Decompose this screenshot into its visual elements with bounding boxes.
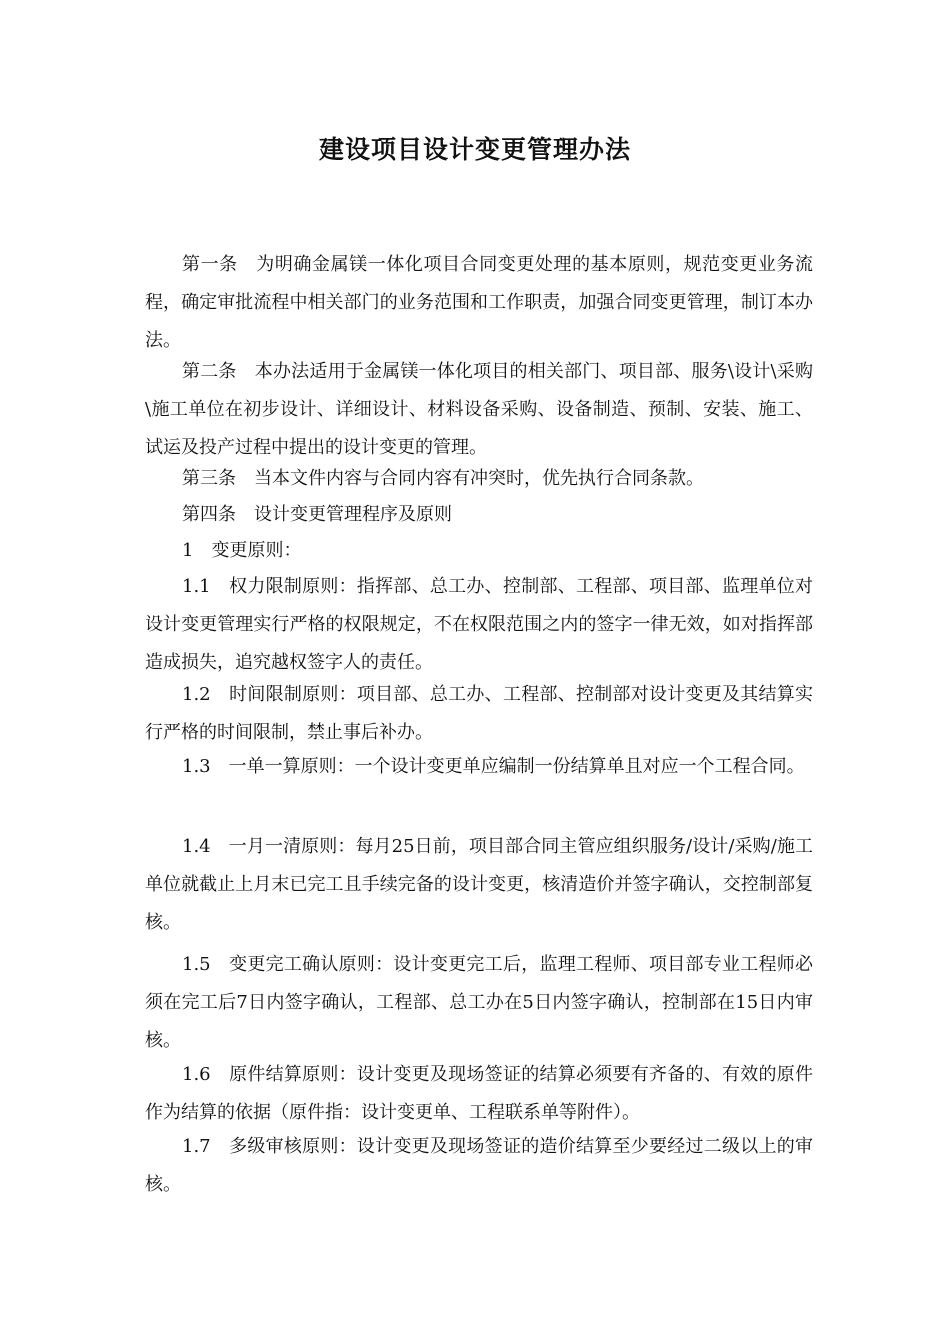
clause-1-3: 1.3 一单一算原则：一个设计变更单应编制一份结算单且对应一个工程合同。 (182, 756, 805, 777)
article-2: 第二条 本办法适用于金属镁一体化项目的相关部门、项目部、服务\设计\采购\施工单位在初步设计、详细设计、材料设备采购、设备制造、预制、安装、施工、试运及投产过程中提出的设计变更的管理。 (145, 361, 813, 458)
article-4: 第四条 设计变更管理程序及原则 (182, 504, 452, 525)
clause-1-6: 1.6 原件结算原则：设计变更及现场签证的结算必须要有齐备的、有效的原件作为结算的依据（原件指：设计变更单、工程联系单等附件）。 (145, 1064, 813, 1123)
clause-1-7: 1.7 多级审核原则：设计变更及现场签证的造价结算至少要经过二级以上的审核。 (145, 1136, 813, 1195)
clause-1-4: 1.4 一月一清原则：每月25日前，项目部合同主管应组织服务/设计/采购/施工单位就截止上月末已完工且手续完备的设计变更，核清造价并签字确认，交控制部复核。 (145, 836, 813, 933)
clause-1-2: 1.2 时间限制原则：项目部、总工办、工程部、控制部对设计变更及其结算实行严格的时间限制，禁止事后补办。 (145, 684, 813, 743)
clause-1-5: 1.5 变更完工确认原则：设计变更完工后，监理工程师、项目部专业工程师必须在完工后7日内签字确认，工程部、总工办在5日内签字确认，控制部在15日内审核。 (145, 954, 813, 1051)
clause-1-1: 1.1 权力限制原则：指挥部、总工办、控制部、工程部、项目部、监理单位对设计变更管理实行严格的权限规定，不在权限范围之内的签字一律无效，如对指挥部造成损失，追究越权签字人的责任。 (145, 576, 813, 673)
article-1: 第一条 为明确金属镁一体化项目合同变更处理的基本原则，规范变更业务流程，确定审批流程中相关部门的业务范围和工作职责，加强合同变更管理，制订本办法。 (145, 254, 813, 351)
document-title: 建设项目设计变更管理办法 (318, 135, 631, 164)
section-1-heading: 1 变更原则： (182, 540, 302, 561)
article-3: 第三条 当本文件内容与合同内容有冲突时，优先执行合同条款。 (182, 468, 704, 489)
